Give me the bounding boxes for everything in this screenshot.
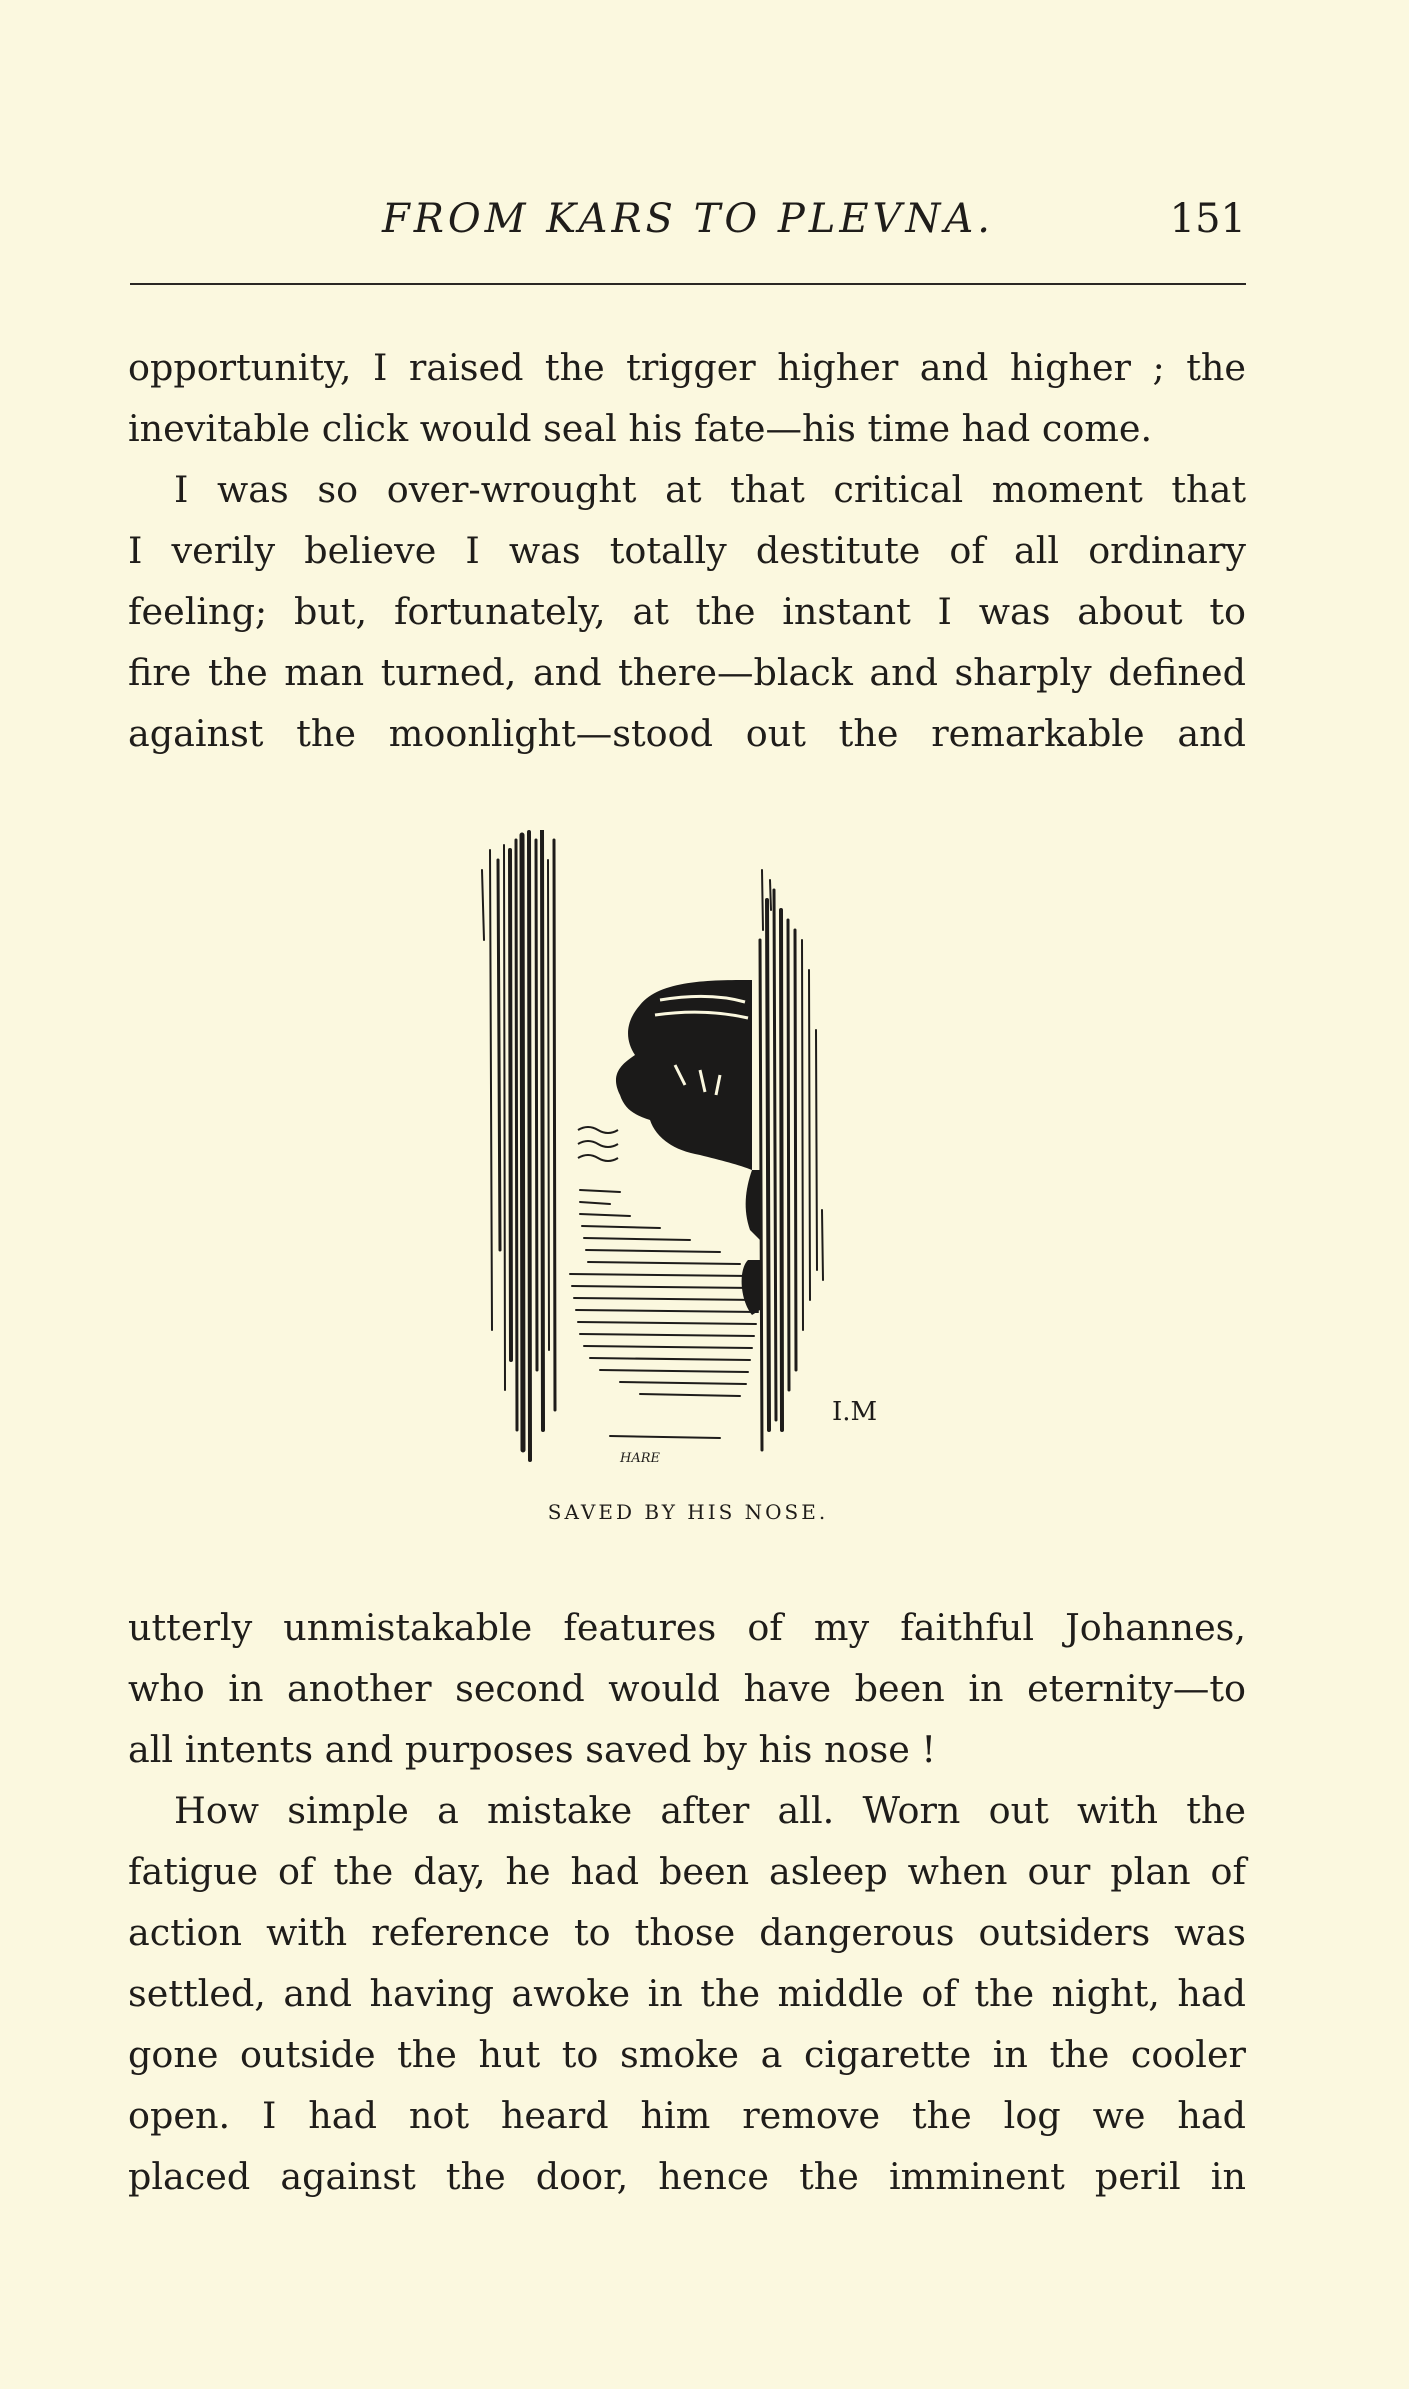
text-line: inevitable click would seal his fate—his time had come. [128,407,1153,450]
ground-hatching [570,1190,758,1438]
text-line: fire the man turned, and there—black and sharply defined [128,651,1246,694]
neck-shadow [746,1170,760,1240]
page-number: 151 [1169,196,1246,242]
figure-caption: SAVED BY HIS NOSE. [547,1500,829,1524]
engraving [460,830,980,1470]
engraver-signature: HARE [620,1451,661,1466]
running-title: FROM KARS TO PLEVNA. [381,196,995,242]
paragraph [128,459,1246,764]
paragraph [128,337,1246,459]
running-head [130,196,1246,256]
text-line: I verily believe I was totally destitute of all ordinary [128,529,1246,572]
right-doorpost-hatching [760,870,823,1450]
text-line: fatigue of the day, he had been asleep when our plan of [128,1850,1246,1893]
illustration-saved-by-his-nose [460,830,980,1470]
text-line: who in another second would have been in eternity—to [128,1667,1246,1710]
text-line: gone outside the hut to smoke a cigarette in the cooler [128,2033,1246,2076]
paragraph [128,1597,1246,1780]
text-line: action with reference to those dangerous outsiders was [128,1911,1246,1954]
left-doorpost-hatching [482,830,555,1460]
artist-initials: I.M [832,1397,878,1427]
text-line: opportunity, I raised the trigger higher and higher ; the [128,346,1246,389]
text-line: I was so over-wrought at that critical moment that [174,468,1246,511]
text-line: all intents and purposes saved by his nose ! [128,1728,937,1771]
text-line: open. I had not heard him remove the log we had [128,2094,1246,2137]
text-block-bottom [128,1597,1246,2207]
text-line: placed against the door, hence the imminent peril in [128,2155,1246,2198]
hand-shadow [742,1260,760,1315]
text-line: utterly unmistakable features of my faithful Johannes, [128,1606,1246,1649]
text-block-top [128,337,1246,764]
paragraph [128,1780,1246,2207]
text-line: settled, and having awoke in the middle of the night, had [128,1972,1246,2015]
hatching-marks [578,1127,618,1161]
text-line: How simple a mistake after all. Worn out with the [174,1789,1246,1832]
text-line: against the moonlight—stood out the remarkable and [128,712,1246,755]
header-rule [130,283,1246,285]
text-line: feeling; but, fortunately, at the instant I was about to [128,590,1246,633]
head-silhouette [616,980,752,1170]
